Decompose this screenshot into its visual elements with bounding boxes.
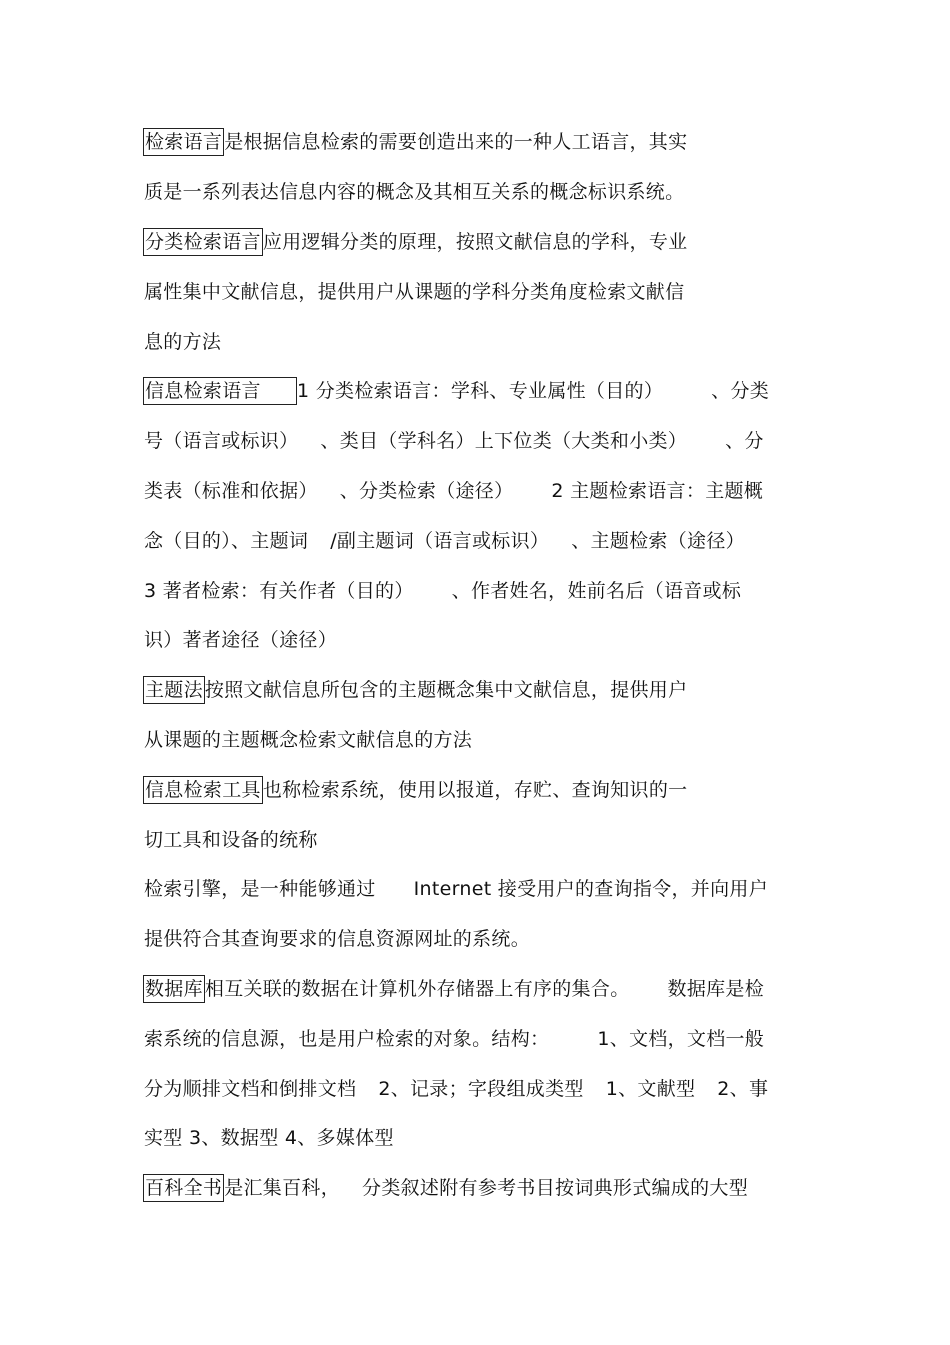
definition-line bbox=[144, 1123, 394, 1153]
definition-text: 按照文献信息所包含的主题概念集中文献信息，提供用户 bbox=[204, 679, 688, 701]
definition-line bbox=[144, 426, 764, 456]
term-box: 百科全书 bbox=[143, 1174, 224, 1202]
definition-text: 分为顺排文档和倒排文档 bbox=[144, 1078, 357, 1100]
definition-line bbox=[144, 476, 763, 506]
definition-text: 、分类检索（途径） bbox=[339, 480, 514, 502]
definition-line bbox=[144, 1074, 768, 1104]
definition-text: 也称检索系统，使用以报道，存贮、查询知识的一 bbox=[262, 779, 688, 801]
definition-text: /副主题词（语言或标识） bbox=[330, 530, 550, 552]
definition-line bbox=[144, 376, 769, 406]
definition-line bbox=[144, 1173, 748, 1203]
definition-line bbox=[144, 625, 337, 655]
definition-text: 切工具和设备的统称 bbox=[144, 829, 318, 851]
definition-line bbox=[144, 177, 684, 207]
definition-text: 1、文档，文档一般 bbox=[597, 1028, 765, 1050]
definition-line bbox=[144, 874, 768, 904]
definition-line bbox=[144, 725, 472, 755]
definition-text: 提供符合其查询要求的信息资源网址的系统。 bbox=[144, 928, 531, 950]
definition-line bbox=[144, 974, 764, 1004]
definition-text: 2、事 bbox=[717, 1078, 769, 1100]
definition-text: 念（目的）、主题词 bbox=[144, 530, 309, 552]
definition-text: 应用逻辑分类的原理，按照文献信息的学科，专业 bbox=[262, 231, 688, 253]
term-box: 检索语言 bbox=[143, 128, 224, 156]
definition-text: 息的方法 bbox=[144, 331, 222, 353]
definition-text: 是根据信息检索的需要创造出来的一种人工语言，其实 bbox=[224, 131, 688, 153]
definition-text: 是汇集百科， bbox=[224, 1177, 341, 1199]
definition-text: 、作者姓名，姓前名后（语音或标 bbox=[451, 580, 742, 602]
definition-text: 号（语言或标识） bbox=[144, 430, 299, 452]
term-box: 信息检索语言 bbox=[143, 377, 297, 405]
definition-text: 质是一系列表达信息内容的概念及其相互关系的概念标识系统。 bbox=[144, 181, 685, 203]
definition-line bbox=[144, 127, 687, 157]
term-box: 信息检索工具 bbox=[143, 776, 263, 804]
definition-text: 1、文献型 bbox=[605, 1078, 696, 1100]
definition-line bbox=[144, 526, 745, 556]
definition-text: 从课题的主题概念检索文献信息的方法 bbox=[144, 729, 473, 751]
term-box: 主题法 bbox=[143, 676, 205, 704]
definition-line bbox=[144, 825, 318, 855]
definition-text: 1 分类检索语言：学科、专业属性（目的） bbox=[297, 380, 664, 402]
definition-line bbox=[144, 775, 687, 805]
definition-text: 类表（标准和依据） bbox=[144, 480, 318, 502]
definition-line bbox=[144, 675, 687, 705]
definition-text: 相互关联的数据在计算机外存储器上有序的集合。 bbox=[204, 978, 630, 1000]
definition-text: 分类叙述附有参考书目按词典形式编成的大型 bbox=[362, 1177, 749, 1199]
definition-text: 识）著者途径（途径） bbox=[144, 629, 338, 651]
definition-text: 、类目（学科名）上下位类（大类和小类） bbox=[320, 430, 688, 452]
definition-text: 实型 3、数据型 4、多媒体型 bbox=[144, 1127, 394, 1149]
definition-text: 索系统的信息源，也是用户检索的对象。结构： bbox=[144, 1028, 550, 1050]
definition-line bbox=[144, 277, 684, 307]
definition-text: 、分类 bbox=[711, 380, 770, 402]
definition-text: 3 著者检索：有关作者（目的） bbox=[144, 580, 414, 602]
definition-text: 属性集中文献信息，提供用户从课题的学科分类角度检索文献信 bbox=[144, 281, 685, 303]
definition-line bbox=[144, 327, 221, 357]
term-box: 数据库 bbox=[143, 975, 205, 1003]
definition-line bbox=[144, 227, 687, 257]
definition-line bbox=[144, 1024, 764, 1054]
definition-line bbox=[144, 924, 530, 954]
definition-text: 、主题检索（途径） bbox=[571, 530, 745, 552]
definition-text: 2、记录；字段组成类型 bbox=[378, 1078, 584, 1100]
definition-text: 、分 bbox=[725, 430, 764, 452]
term-box: 分类检索语言 bbox=[143, 228, 263, 256]
definition-text: Internet 接受用户的查询指令，并向用户 bbox=[413, 878, 768, 900]
definition-text: 检索引擎，是一种能够通过 bbox=[144, 878, 376, 900]
definition-text: 2 主题检索语言：主题概 bbox=[551, 480, 764, 502]
definition-line bbox=[144, 576, 741, 606]
definition-text: 数据库是检 bbox=[667, 978, 765, 1000]
